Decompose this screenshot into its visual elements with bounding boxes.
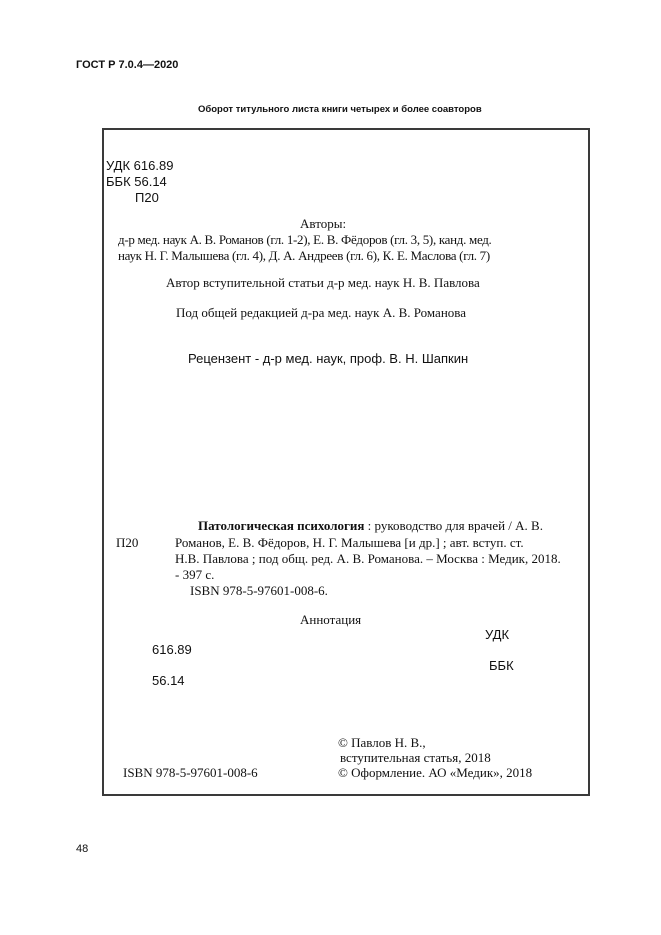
catalog-record-line: - 397 с. xyxy=(175,567,215,582)
bbk-label: ББК xyxy=(489,658,514,673)
reviewer: Рецензент - д-р мед. наук, проф. В. Н. Шапкин xyxy=(188,351,469,366)
author-mark: П20 xyxy=(135,190,159,205)
udk-label: УДК xyxy=(485,627,510,642)
bbk-value: 56.14 xyxy=(152,673,185,688)
general-editor: Под общей редакцией д-ра мед. наук А. В. Романова xyxy=(176,305,467,320)
annotation-heading: Аннотация xyxy=(300,612,362,627)
sheet-caption: Оборот титульного листа книги четырех и более соавторов xyxy=(198,104,482,115)
catalog-isbn: ISBN 978-5-97601-008-6. xyxy=(190,583,328,598)
udk-value: 616.89 xyxy=(152,642,192,657)
catalog-record-line xyxy=(198,518,543,534)
authors-line: наук Н. Г. Малышева (гл. 4), Д. А. Андреев (гл. 6), К. Е. Маслова (гл. 7) xyxy=(118,248,490,263)
catalog-record-line: Н.В. Павлова ; под общ. ред. А. В. Романова. – Москва : Медик, 2018. xyxy=(175,551,561,566)
copyright-author-detail: вступительная статья, 2018 xyxy=(340,750,491,765)
copyright-author: © Павлов Н. В., xyxy=(338,735,426,750)
authors-heading: Авторы: xyxy=(300,216,347,231)
book-subtitle: : руководство для врачей / А. В. xyxy=(364,518,543,533)
page-number: 48 xyxy=(76,843,89,855)
udk-index: УДК 616.89 xyxy=(106,158,174,173)
copyright-design: © Оформление. АО «Медик», 2018 xyxy=(338,765,533,780)
intro-author: Автор вступительной статьи д-р мед. наук Н. В. Павлова xyxy=(166,275,480,290)
catalog-record-line: Романов, Е. В. Фёдоров, Н. Г. Малышева [и др.] ; авт. вступ. ст. xyxy=(175,535,524,550)
catalog-author-mark: П20 xyxy=(116,535,139,550)
bbk-index: ББК 56.14 xyxy=(106,174,167,189)
book-title: Патологическая психология xyxy=(198,518,365,533)
standard-code: ГОСТ Р 7.0.4—2020 xyxy=(76,59,179,71)
isbn-bottom: ISBN 978-5-97601-008-6 xyxy=(123,765,258,780)
authors-line: д-р мед. наук А. В. Романов (гл. 1-2), Е. В. Фёдоров (гл. 3, 5), канд. мед. xyxy=(118,232,492,247)
